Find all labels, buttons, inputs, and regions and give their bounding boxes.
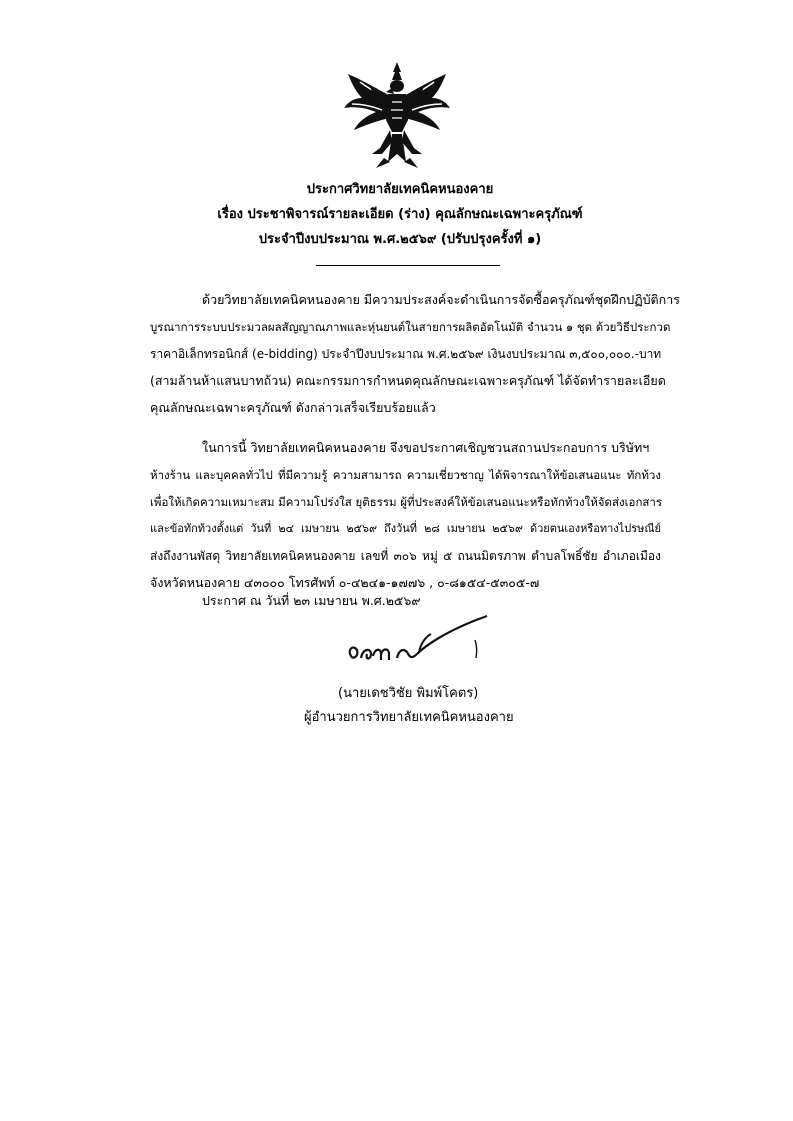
- heading-divider: [316, 265, 500, 266]
- paragraph-line: เพื่อให้เกิดความเหมาะสม มีความโปร่งใส ยุติธรรม ผู้ที่ประสงค์ให้ข้อเสนอแนะหรือทักท้วงให้จัดส่งเอกสาร: [150, 495, 663, 509]
- signature-image: [337, 612, 497, 672]
- paragraph-line: (สามล้านห้าแสนบาทถ้วน) คณะกรรมการกำหนดคุณลักษณะเฉพาะครุภัณฑ์ ได้จัดทำรายละเอียด: [150, 373, 666, 388]
- announcement-fiscal-year: ประจำปีงบประมาณ พ.ศ.๒๕๖๙ (ปรับปรุงครั้งที่ ๑): [258, 232, 542, 247]
- paragraph-line: ราคาอิเล็กทรอนิกส์ (e-bidding) ประจำปีงบประมาณ พ.ศ.๒๕๖๙ เงินงบประมาณ ๓,๕๐๐,๐๐๐.-บาท: [150, 347, 662, 361]
- announcement-title: ประกาศวิทยาลัยเทคนิคหนองคาย: [306, 182, 494, 197]
- garuda-emblem-icon: [336, 58, 458, 170]
- paragraph-line: จังหวัดหนองคาย ๔๓๐๐๐ โทรศัพท์ ๐-๔๒๔๑-๑๗๗๖ , ๐-๘๑๕๔-๕๓๐๕-๗: [150, 575, 540, 590]
- paragraph-line: ห้างร้าน และบุคคลทั่วไป ที่มีความรู้ ความสามารถ ความเชี่ยวชาญ ได้พิจารณาให้ข้อเสนอแนะ ทักท้วง: [150, 468, 661, 482]
- signatory-position: ผู้อำนวยการวิทยาลัยเทคนิคหนองคาย: [304, 710, 514, 725]
- paragraph-line: ในการนี้ วิทยาลัยเทคนิคหนองคาย จึงขอประกาศเชิญชวนสถานประกอบการ บริษัทฯ: [202, 440, 650, 455]
- paragraph-line: ด้วยวิทยาลัยเทคนิคหนองคาย มีความประสงค์จะดำเนินการจัดซื้อครุภัณฑ์ชุดฝึกปฏิบัติการ: [202, 292, 680, 307]
- paragraph-line: บูรณาการระบบประมวลผลสัญญาณภาพและหุ่นยนต์ในสายการผลิตอัตโนมัติ จำนวน ๑ ชุด ด้วยวิธีประกวด: [150, 320, 671, 334]
- paragraph-line: ส่งถึงงานพัสดุ วิทยาลัยเทคนิคหนองคาย เลขที่ ๓๐๖ หมู่ ๕ ถนนมิตรภาพ ตำบลโพธิ์ชัย อำเภอเมือง: [150, 549, 661, 563]
- announce-date: ประกาศ ณ วันที่ ๒๓ เมษายน พ.ศ.๒๕๖๙: [202, 593, 421, 608]
- announcement-subject: เรื่อง ประชาพิจารณ์รายละเอียด (ร่าง) คุณลักษณะเฉพาะครุภัณฑ์: [217, 207, 583, 222]
- signatory-name: (นายเดชวิชัย พิมพ์โคตร): [338, 686, 479, 701]
- paragraph-line: คุณลักษณะเฉพาะครุภัณฑ์ ดังกล่าวเสร็จเรียบร้อยแล้ว: [150, 400, 436, 415]
- paragraph-line: และข้อทักท้วงตั้งแต่ วันที่ ๒๔ เมษายน ๒๕๖๙ ถึงวันที่ ๒๘ เมษายน ๒๕๖๙ ด้วยตนเองหรือทางไปรษณีย์: [150, 522, 661, 535]
